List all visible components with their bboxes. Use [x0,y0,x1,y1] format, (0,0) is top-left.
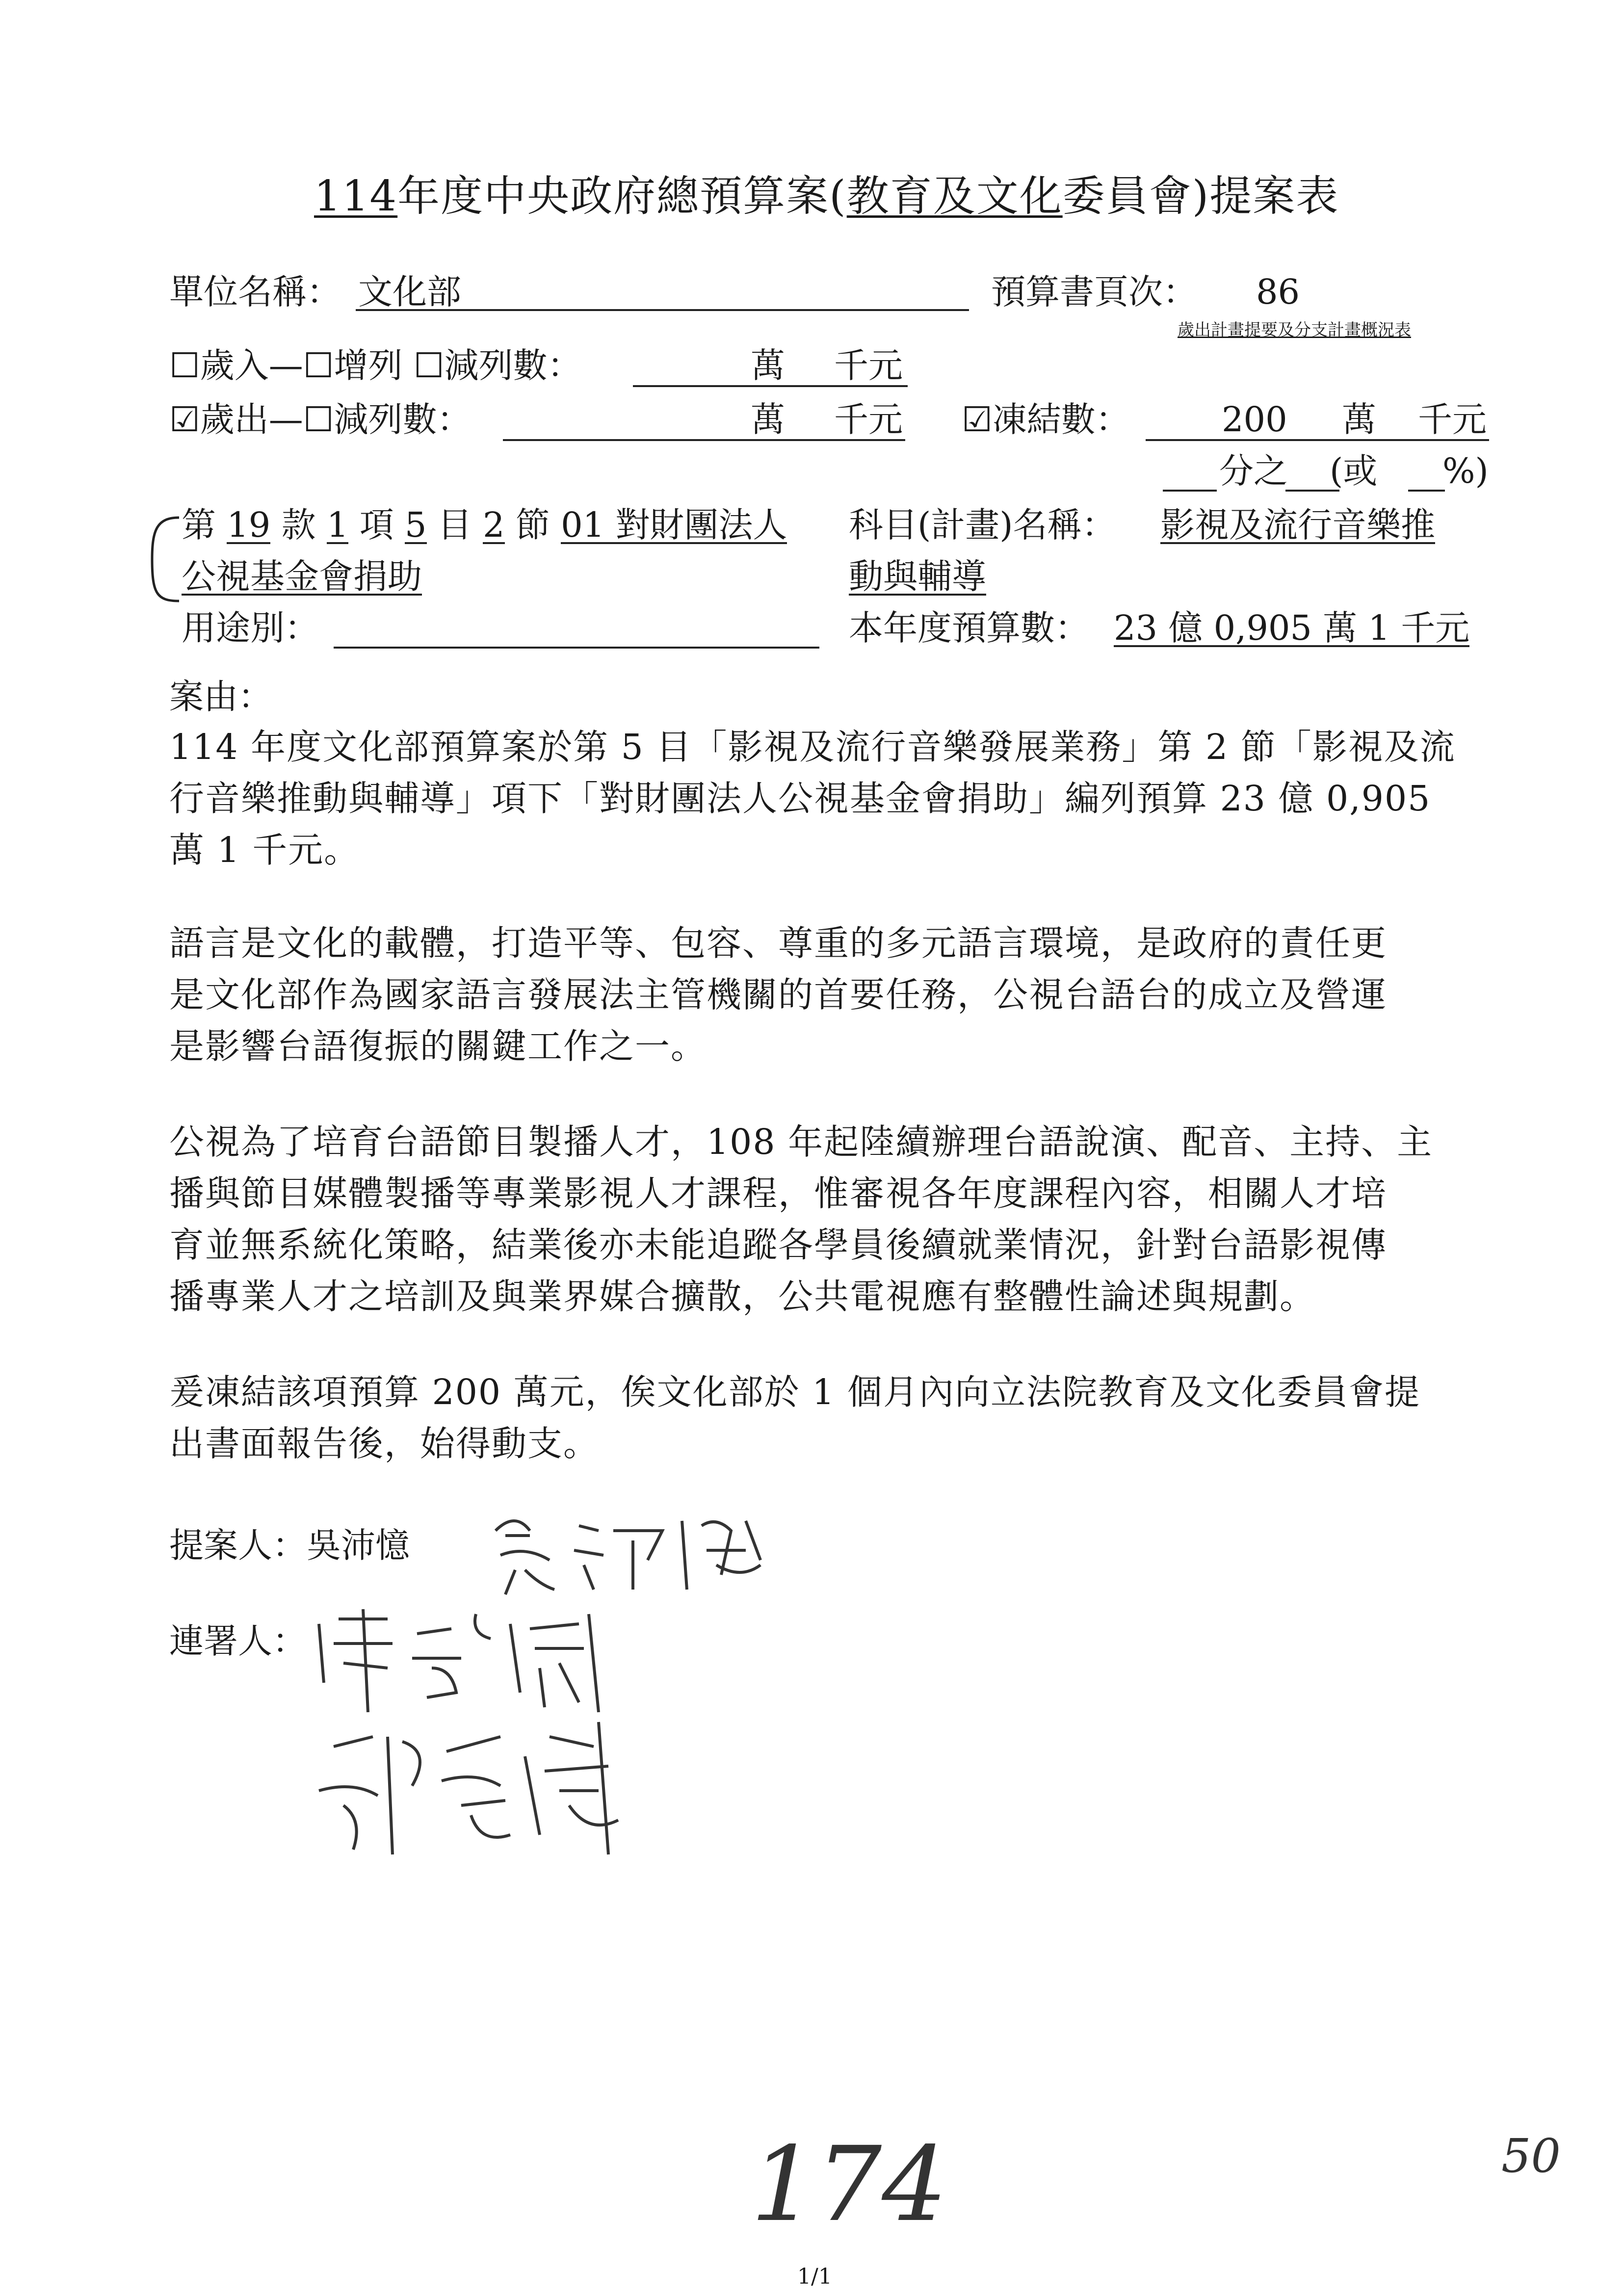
annual-budget-value: 23 億 0,905 萬 1 千元 [1114,608,1470,648]
subject-label: 科目(計畫)名稱： [849,505,1116,545]
p3-line4: 播專業人才之培訓及與業界媒合擴散，公共電視應有整體性論述與規劃。 [169,1276,1316,1317]
page-title [314,162,1339,223]
freeze-unit-qian: 千元 [1418,399,1487,440]
revenue-unit-wan: 萬 [751,345,785,386]
unit-underline [356,309,969,311]
subject-value-2 [849,556,986,597]
expense-unit-qian: 千元 [834,399,903,440]
freeze-row [962,399,1130,440]
p4-line1: 爰凍結該項預算 200 萬元，俟文化部於 1 個月內向立法院教育及文化委員會提 [169,1372,1420,1412]
subject-value-line2: 動與輔導 [849,556,986,597]
reason-label: 案由： [169,677,272,717]
paragraph-4 [169,1366,1420,1469]
page-indicator: 1/1 [797,2264,832,2289]
fraction-blank-1 [1163,490,1217,492]
expense-label: 歲出—☐減列數： [200,399,471,440]
p2-line1: 語言是文化的載體，打造平等、包容、尊重的多元語言環境，是政府的責任更 [169,923,1388,964]
freeze-value: 200 [1222,399,1287,440]
fraction-or: (或 [1330,451,1378,491]
title-part2: 委員會)提案表 [1062,172,1339,221]
budget-page-note: 歲出計畫提要及分支計畫概況表 [1178,320,1411,340]
freeze-checkbox[interactable]: ☑ [962,399,993,440]
cosigner-label: 連署人： [169,1621,307,1661]
p1-line1: 114 年度文化部預算案於第 5 目「影視及流行音樂發展業務」第 2 節「影視及流 [169,727,1456,767]
subject-value-line1: 影視及流行音樂推 [1160,505,1435,545]
p4-line2: 出書面報告後，始得動支。 [169,1423,600,1464]
expense-checkbox[interactable]: ☑ [169,399,200,440]
item-t4: 節 [515,505,550,545]
paragraph-1 [169,721,1456,876]
item-t3: 目 [437,505,472,545]
bracket-mark [142,510,182,608]
proposer-label: 提案人： [169,1525,307,1565]
fraction-percent: %) [1442,451,1489,491]
p1-line2: 行音樂推動與輔導」項下「對財團法人公視基金會捐助」編列預算 23 億 0,905 [169,778,1431,819]
budget-page-label: 預算書頁次： [991,272,1197,312]
unit-value: 文化部 [358,272,461,312]
revenue-unit-qian: 千元 [834,345,903,386]
item-line-2 [182,556,422,597]
proposer-name: 吳沛憶 [307,1525,410,1565]
proposer [169,1525,410,1565]
usage-underline [334,647,819,649]
revenue-row [169,345,582,386]
fraction-mid: 分之 [1219,451,1288,491]
p3-line1: 公視為了培育台語節目製播人才，108 年起陸續辦理台語說演、配音、主持、主 [169,1122,1433,1162]
p1-line3: 萬 1 千元。 [169,830,360,870]
item-xiang: 1 [326,505,349,545]
subject-value-1 [1160,505,1435,545]
handwritten-corner-number: 50 [1501,2129,1561,2183]
revenue-checkbox[interactable]: ☐ [169,345,200,386]
title-part1: 年度中央政府總預算案( [397,172,847,221]
title-committee: 教育及文化 [846,172,1063,221]
expense-row [169,399,471,440]
item-mu: 5 [404,505,427,545]
item-kuan: 19 [227,505,271,545]
item-k: 第 [182,505,216,545]
freeze-unit-wan: 萬 [1342,399,1376,440]
cosigner-signature-2 [304,1707,628,1864]
item-name-line2: 公視基金會捐助 [182,556,422,597]
item-t2: 項 [359,505,394,545]
item-line-1 [182,505,787,545]
revenue-label: 歲入—☐增列 ☐減列數： [200,345,582,386]
item-name-line1: 01 對財團法人 [561,505,787,545]
item-jie: 2 [483,505,505,545]
title-year: 114 [314,172,398,221]
paragraph-2 [169,917,1387,1072]
cosigner-signature-1 [304,1594,608,1722]
item-t1: 款 [281,505,316,545]
unit-label: 單位名稱： [169,272,341,312]
handwritten-page-number: 174 [751,2124,947,2244]
budget-page-value: 86 [1256,272,1300,312]
annual-budget-value-wrap [1114,608,1470,648]
annual-budget-label: 本年度預算數： [849,608,1089,648]
freeze-label: 凍結數： [992,399,1130,440]
fraction-blank-3 [1408,490,1445,492]
expense-unit-wan: 萬 [751,399,785,440]
p3-line3: 育並無系統化策略，結業後亦未能追蹤各學員後續就業情況，針對台語影視傳 [169,1225,1388,1265]
p2-line2: 是文化部作為國家語言發展法主管機關的首要任務，公視台語台的成立及營運 [169,974,1388,1015]
p2-line3: 是影響台語復振的關鍵工作之一。 [169,1026,707,1067]
usage-label: 用途別： [182,608,319,648]
paragraph-3 [169,1116,1433,1322]
proposer-signature [486,1501,780,1599]
p3-line2: 播與節目媒體製播等專業影視人才課程，惟審視各年度課程內容，相關人才培 [169,1173,1388,1214]
